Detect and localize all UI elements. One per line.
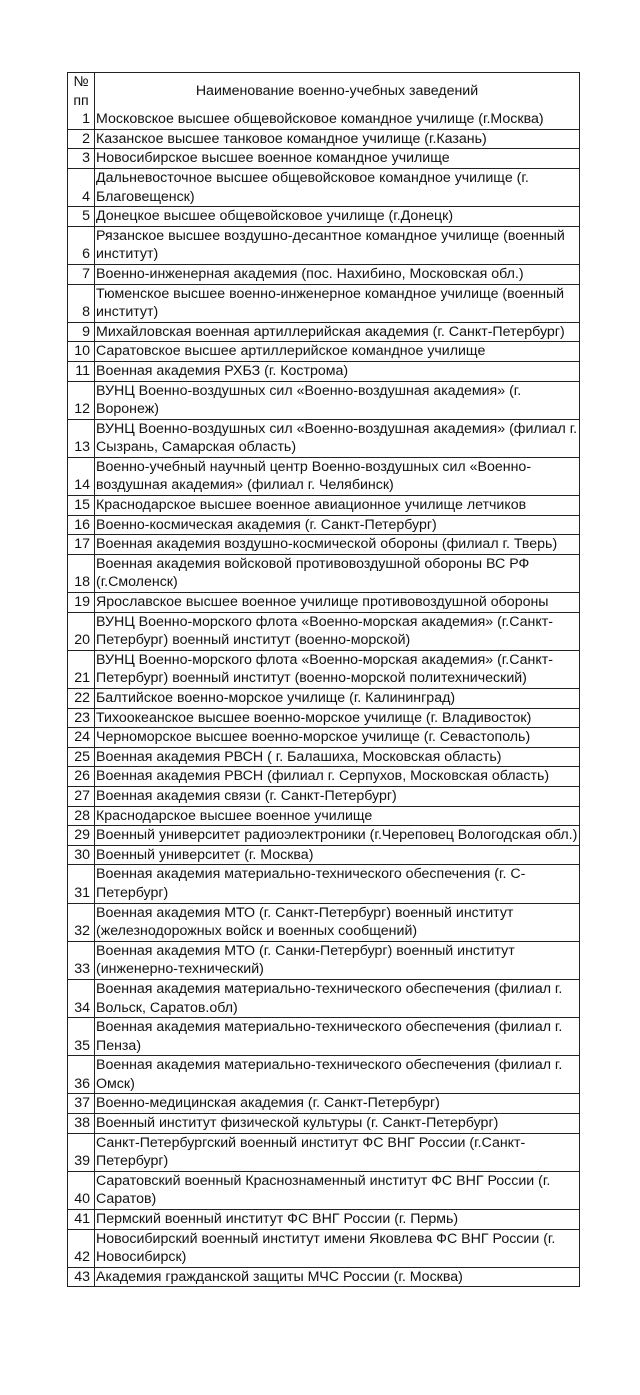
row-number: 30 xyxy=(68,845,95,865)
institution-name: Саратовский военный Краснознаменный институт ФС ВНГ России (г. Саратов) xyxy=(95,1171,580,1209)
institution-name: Военная академия РВСН ( г. Балашиха, Московская область) xyxy=(95,747,580,767)
institution-name: Пермский военный институт ФС ВНГ России (г. Пермь) xyxy=(95,1210,580,1230)
institution-name: Военная академия материально-технического обеспечения (г. С-Петербург) xyxy=(95,865,580,903)
row-number: 9 xyxy=(68,322,95,342)
row-number: 4 xyxy=(68,168,95,206)
institution-name: Саратовское высшее артиллерийское командное училище xyxy=(95,342,580,362)
table-row xyxy=(68,207,580,227)
table-row xyxy=(68,515,580,535)
institution-name: Новосибирский военный институт имени Яковлева ФС ВНГ России (г. Новосибирск) xyxy=(95,1229,580,1267)
table-row xyxy=(68,689,580,709)
row-number: 35 xyxy=(68,1018,95,1056)
table-row xyxy=(68,979,580,1017)
row-number: 33 xyxy=(68,941,95,979)
institution-name: Московское высшее общевойсковое командное училище (г.Москва) xyxy=(95,110,580,129)
table-row xyxy=(68,322,580,342)
table-row xyxy=(68,786,580,806)
institution-name: Академия гражданской защиты МЧС России (г. Москва) xyxy=(95,1267,580,1287)
institution-name: Военно-инженерная академия (пос. Нахибино, Московская обл.) xyxy=(95,264,580,284)
row-number: 39 xyxy=(68,1133,95,1171)
institution-name: ВУНЦ Военно-морского флота «Военно-морская академия» (г.Санкт-Петербург) военный институт (военно-морской политехнический) xyxy=(95,650,580,688)
institutions-table xyxy=(67,72,580,1287)
row-number: 41 xyxy=(68,1210,95,1230)
institution-name: Краснодарское высшее военное авиационное училище летчиков xyxy=(95,496,580,516)
institution-name: Дальневосточное высшее общевойсковое командное училище (г. Благовещенск) xyxy=(95,168,580,206)
institution-name: Новосибирское высшее военное командное училище xyxy=(95,149,580,169)
institution-name: Военно-учебный научный центр Военно-воздушных сил «Военно-воздушная академия» (филиал г. Челябинск) xyxy=(95,457,580,495)
institution-name: Военный университет (г. Москва) xyxy=(95,845,580,865)
row-number: 29 xyxy=(68,826,95,846)
table-row xyxy=(68,747,580,767)
institution-name: Краснодарское высшее военное училище xyxy=(95,806,580,826)
row-number: 7 xyxy=(68,264,95,284)
row-number: 24 xyxy=(68,728,95,748)
row-number: 38 xyxy=(68,1114,95,1134)
row-number: 20 xyxy=(68,612,95,650)
table-row xyxy=(68,650,580,688)
row-number: 5 xyxy=(68,207,95,227)
row-number: 42 xyxy=(68,1229,95,1267)
institution-name: Казанское высшее танковое командное училище (г.Казань) xyxy=(95,129,580,149)
row-number: 1 xyxy=(68,110,95,129)
table-row xyxy=(68,129,580,149)
table-row xyxy=(68,1133,580,1171)
row-number: 21 xyxy=(68,650,95,688)
table-row xyxy=(68,1171,580,1209)
row-number: 43 xyxy=(68,1267,95,1287)
table-row xyxy=(68,593,580,613)
row-number: 18 xyxy=(68,554,95,592)
institution-name: Военная академия связи (г. Санкт-Петербург) xyxy=(95,786,580,806)
row-number: 3 xyxy=(68,149,95,169)
header-name: Наименование военно-учебных заведений xyxy=(95,73,580,111)
table-row xyxy=(68,496,580,516)
table-row xyxy=(68,419,580,457)
row-number: 17 xyxy=(68,535,95,555)
row-number: 11 xyxy=(68,361,95,381)
row-number: 10 xyxy=(68,342,95,362)
row-number: 36 xyxy=(68,1056,95,1094)
institution-name: Военный институт физической культуры (г. Санкт-Петербург) xyxy=(95,1114,580,1134)
table-row xyxy=(68,941,580,979)
row-number: 37 xyxy=(68,1094,95,1114)
table-row xyxy=(68,361,580,381)
row-number: 8 xyxy=(68,284,95,322)
institution-name: ВУНЦ Военно-воздушных сил «Военно-воздушная академия» (г. Воронеж) xyxy=(95,381,580,419)
institution-name: Военная академия воздушно-космической обороны (филиал г. Тверь) xyxy=(95,535,580,555)
table-row xyxy=(68,865,580,903)
row-number: 28 xyxy=(68,806,95,826)
table-row xyxy=(68,1114,580,1134)
table-row xyxy=(68,1018,580,1056)
row-number: 27 xyxy=(68,786,95,806)
institution-name: Черноморское высшее военно-морское училище (г. Севастополь) xyxy=(95,728,580,748)
table-row xyxy=(68,1094,580,1114)
table-row xyxy=(68,264,580,284)
institution-name: Военная академия МТО (г. Санкт-Петербург) военный институт (железнодорожных войск и военных сообщений) xyxy=(95,903,580,941)
row-number: 14 xyxy=(68,457,95,495)
row-number: 31 xyxy=(68,865,95,903)
row-number: 22 xyxy=(68,689,95,709)
institution-name: Военная академия материально-технического обеспечения (филиал г. Вольск, Саратов.обл) xyxy=(95,979,580,1017)
table-row xyxy=(68,826,580,846)
institution-name: Военный университет радиоэлектроники (г.Череповец Вологодская обл.) xyxy=(95,826,580,846)
institution-name: Военно-медицинская академия (г. Санкт-Петербург) xyxy=(95,1094,580,1114)
institution-name: Военная академия МТО (г. Санки-Петербург) военный институт (инженерно-технический) xyxy=(95,941,580,979)
institution-name: Военная академия материально-технического обеспечения (филиал г. Омск) xyxy=(95,1056,580,1094)
table-row xyxy=(68,226,580,264)
table-row xyxy=(68,903,580,941)
header-number-line1: № xyxy=(73,74,89,90)
row-number: 32 xyxy=(68,903,95,941)
table-row xyxy=(68,1056,580,1094)
table-row xyxy=(68,1210,580,1230)
institution-name: Военно-космическая академия (г. Санкт-Петербург) xyxy=(95,515,580,535)
table-row xyxy=(68,381,580,419)
row-number: 25 xyxy=(68,747,95,767)
row-number: 16 xyxy=(68,515,95,535)
institution-name: Военная академия материально-технического обеспечения (филиал г. Пенза) xyxy=(95,1018,580,1056)
table-row xyxy=(68,342,580,362)
institution-name: Ярославское высшее военное училище противовоздушной обороны xyxy=(95,593,580,613)
institution-name: Санкт-Петербургский военный институт ФС ВНГ России (г.Санкт-Петербург) xyxy=(95,1133,580,1171)
table-header-row xyxy=(68,73,580,111)
header-number xyxy=(68,73,95,111)
table-row xyxy=(68,708,580,728)
table-row xyxy=(68,728,580,748)
institution-name: Военная академия войсковой противовоздушной обороны ВС РФ (г.Смоленск) xyxy=(95,554,580,592)
institution-name: Рязанское высшее воздушно-десантное командное училище (военный институт) xyxy=(95,226,580,264)
table-row xyxy=(68,845,580,865)
row-number: 15 xyxy=(68,496,95,516)
table-row xyxy=(68,806,580,826)
header-number-line2: пп xyxy=(73,92,89,109)
institution-name: Балтийское военно-морское училище (г. Калининград) xyxy=(95,689,580,709)
table-row xyxy=(68,149,580,169)
row-number: 34 xyxy=(68,979,95,1017)
row-number: 23 xyxy=(68,708,95,728)
table-row xyxy=(68,168,580,206)
table-row xyxy=(68,535,580,555)
row-number: 13 xyxy=(68,419,95,457)
table-row xyxy=(68,457,580,495)
row-number: 26 xyxy=(68,767,95,787)
institution-name: Донецкое высшее общевойсковое училище (г.Донецк) xyxy=(95,207,580,227)
row-number: 12 xyxy=(68,381,95,419)
row-number: 2 xyxy=(68,129,95,149)
table-row xyxy=(68,284,580,322)
institution-name: Военная академия РВСН (филиал г. Серпухов, Московская область) xyxy=(95,767,580,787)
row-number: 40 xyxy=(68,1171,95,1209)
institution-name: Тихоокеанское высшее военно-морское училище (г. Владивосток) xyxy=(95,708,580,728)
institution-name: Тюменское высшее военно-инженерное командное училище (военный институт) xyxy=(95,284,580,322)
institution-name: ВУНЦ Военно-воздушных сил «Военно-воздушная академия» (филиал г. Сызрань, Самарская область) xyxy=(95,419,580,457)
row-number: 19 xyxy=(68,593,95,613)
table-body xyxy=(68,73,580,1287)
table-row xyxy=(68,612,580,650)
table-row xyxy=(68,1267,580,1287)
table-row xyxy=(68,767,580,787)
institution-name: ВУНЦ Военно-морского флота «Военно-морская академия» (г.Санкт-Петербург) военный институт (военно-морской) xyxy=(95,612,580,650)
institution-name: Михайловская военная артиллерийская академия (г. Санкт-Петербург) xyxy=(95,322,580,342)
table-row xyxy=(68,554,580,592)
table-row xyxy=(68,1229,580,1267)
institution-name: Военная академия РХБЗ (г. Кострома) xyxy=(95,361,580,381)
row-number: 6 xyxy=(68,226,95,264)
table-row xyxy=(68,110,580,129)
